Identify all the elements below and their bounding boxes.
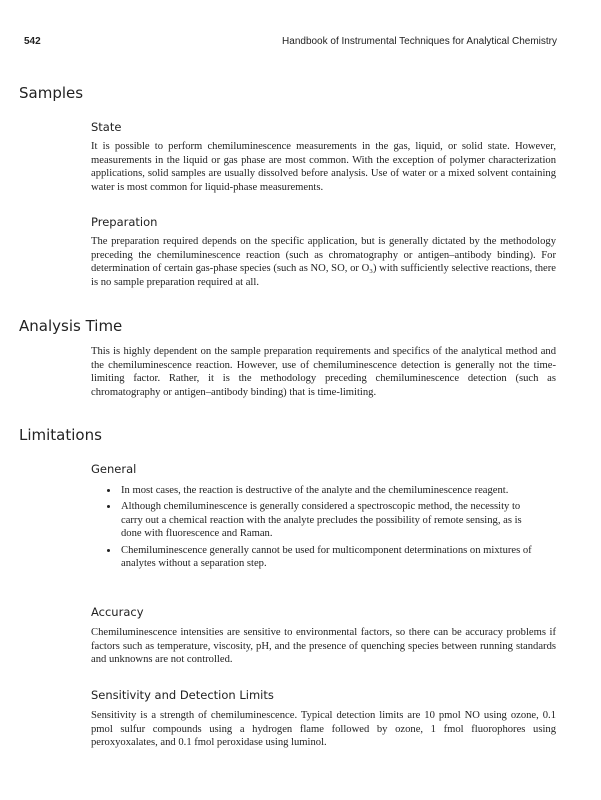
heading-state: State bbox=[91, 120, 122, 134]
list-item: • Chemiluminescence generally cannot be used for multicomponent determinations on mixtures of analytes without a separation step. bbox=[119, 544, 539, 571]
heading-samples: Samples bbox=[19, 84, 84, 102]
heading-general: General bbox=[91, 462, 137, 476]
paragraph-sensitivity: Sensitivity is a strength of chemiluminescence. Typical detection limits are 10 pmol NO using ozone, 0.1 pmol sulfur compounds using a hydrogen flame followed by ozone, 1 fmol fluorophores using peroxyoxalates, and 0.1 fmol peroxidase using luminol. bbox=[91, 710, 556, 749]
page-number: 542 bbox=[24, 36, 41, 47]
heading-limitations: Limitations bbox=[19, 426, 102, 444]
limitations-bullet-list bbox=[91, 484, 539, 573]
paragraph-state: It is possible to perform chemiluminescence measurements in the gas, liquid, or solid state. However, measurements in the liquid or gas phase are most common. With the exception of polymer characterization applications, solid samples are usually dissolved before analysis. Use of water or a mixed solvent containing water is most common for liquid-phase measurements. bbox=[91, 141, 556, 193]
list-item: • Although chemiluminescence is generally considered a spectroscopic method, the necessity to carry out a chemical reaction with the analyte precludes the possibility of remote sensing, as is done with fluorescence and Raman. bbox=[119, 500, 539, 540]
paragraph-analysis-time: This is highly dependent on the sample preparation requirements and specifics of the analytical method and the chemiluminescence reaction. However, use of chemiluminescence detection is generally not the time-limiting factor. Rather, it is the methodology preceding chemiluminescence detection (such as chromatography or antigen–antibody binding) that is time-limiting. bbox=[91, 346, 556, 398]
paragraph-accuracy: Chemiluminescence intensities are sensitive to environmental factors, so there can be accuracy problems if factors such as temperature, viscosity, pH, and the presence of quenching species between running standards and unknowns are not controlled. bbox=[91, 627, 556, 666]
running-title: Handbook of Instrumental Techniques for Analytical Chemistry bbox=[282, 36, 557, 47]
heading-preparation: Preparation bbox=[91, 215, 158, 229]
heading-analysis-time: Analysis Time bbox=[19, 317, 123, 335]
heading-accuracy: Accuracy bbox=[91, 605, 144, 619]
list-item: • In most cases, the reaction is destructive of the analyte and the chemiluminescence reagent. bbox=[119, 484, 539, 497]
paragraph-preparation: The preparation required depends on the specific application, but is generally dictated by the methodology preceding the chemiluminescence reaction (such as chromatography or antigen–antibody binding). For determination of certain gas-phase species (such as NO, SO, or O₃) with sufficiently selective reactions, there is no sample preparation required at all. bbox=[91, 236, 556, 288]
heading-sensitivity: Sensitivity and Detection Limits bbox=[91, 688, 274, 702]
